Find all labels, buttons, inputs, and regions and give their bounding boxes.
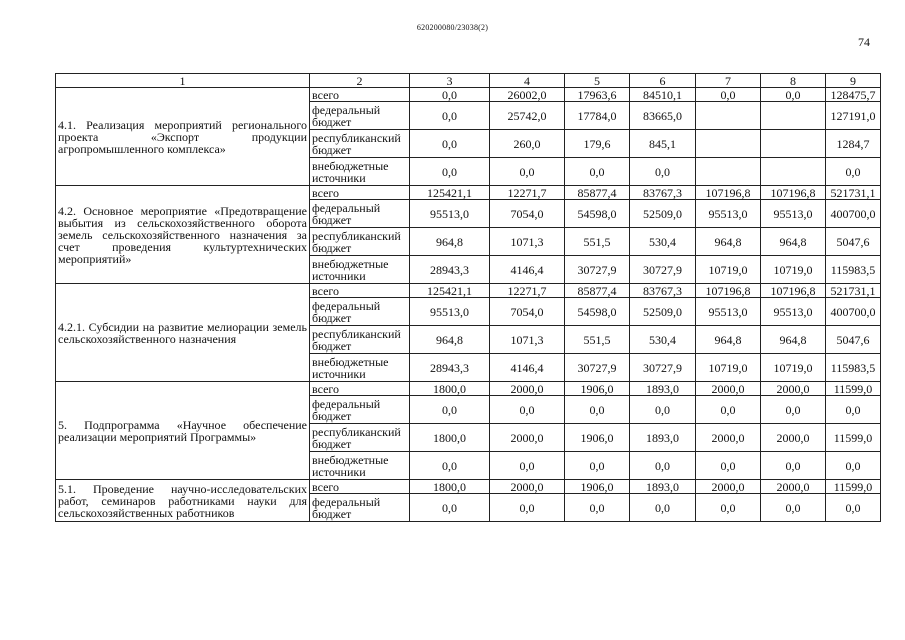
amount-cell: 54598,0: [565, 200, 630, 228]
amount-cell: 2000,0: [696, 480, 761, 494]
amount-cell: 84510,1: [630, 88, 696, 102]
amount-cell: 83767,3: [630, 186, 696, 200]
amount-cell: 0,0: [696, 396, 761, 424]
amount-cell: 1071,3: [490, 228, 565, 256]
amount-cell: 11599,0: [826, 480, 881, 494]
amount-cell: 0,0: [630, 494, 696, 522]
amount-cell: 0,0: [410, 494, 490, 522]
amount-cell: 125421,1: [410, 186, 490, 200]
amount-cell: 17963,6: [565, 88, 630, 102]
funding-source: всего: [310, 88, 410, 102]
amount-cell: 0,0: [826, 452, 881, 480]
amount-cell: 17784,0: [565, 102, 630, 130]
amount-cell: 0,0: [761, 88, 826, 102]
amount-cell: 0,0: [630, 158, 696, 186]
amount-cell: 0,0: [490, 494, 565, 522]
funding-source: внебюджетные источники: [310, 158, 410, 186]
amount-cell: [696, 158, 761, 186]
amount-cell: 0,0: [696, 88, 761, 102]
amount-cell: 4146,4: [490, 354, 565, 382]
amount-cell: 115983,5: [826, 354, 881, 382]
amount-cell: 107196,8: [761, 186, 826, 200]
amount-cell: 0,0: [410, 88, 490, 102]
funding-source: республиканский бюджет: [310, 326, 410, 354]
amount-cell: 0,0: [761, 494, 826, 522]
table-row: [56, 382, 881, 396]
funding-source: республиканский бюджет: [310, 424, 410, 452]
funding-source: всего: [310, 284, 410, 298]
table-row: [56, 186, 881, 200]
amount-cell: 4146,4: [490, 256, 565, 284]
activity-label: 4.2. Основное мероприятие «Предотвращение выбытия из сельскохозяйственного оборота земель сельскохозяйственного назначения за счет проведения культуртехнических мероприятий»: [56, 186, 310, 284]
amount-cell: 25742,0: [490, 102, 565, 130]
amount-cell: 0,0: [565, 452, 630, 480]
amount-cell: 2000,0: [696, 424, 761, 452]
amount-cell: 54598,0: [565, 298, 630, 326]
amount-cell: 28943,3: [410, 256, 490, 284]
amount-cell: 400700,0: [826, 200, 881, 228]
column-header: 7: [696, 74, 761, 88]
amount-cell: 128475,7: [826, 88, 881, 102]
amount-cell: 5047,6: [826, 326, 881, 354]
amount-cell: 964,8: [761, 326, 826, 354]
amount-cell: 2000,0: [761, 424, 826, 452]
amount-cell: 7054,0: [490, 298, 565, 326]
amount-cell: 0,0: [490, 396, 565, 424]
amount-cell: 85877,4: [565, 284, 630, 298]
amount-cell: 95513,0: [696, 298, 761, 326]
amount-cell: 107196,8: [761, 284, 826, 298]
amount-cell: 2000,0: [696, 382, 761, 396]
table-row: [56, 284, 881, 298]
amount-cell: 95513,0: [761, 200, 826, 228]
amount-cell: 964,8: [410, 326, 490, 354]
amount-cell: 0,0: [410, 158, 490, 186]
amount-cell: 179,6: [565, 130, 630, 158]
amount-cell: [696, 130, 761, 158]
amount-cell: 0,0: [696, 452, 761, 480]
amount-cell: 0,0: [761, 452, 826, 480]
amount-cell: 2000,0: [490, 424, 565, 452]
amount-cell: 1893,0: [630, 424, 696, 452]
amount-cell: 530,4: [630, 326, 696, 354]
funding-source: внебюджетные источники: [310, 452, 410, 480]
amount-cell: 5047,6: [826, 228, 881, 256]
amount-cell: 551,5: [565, 326, 630, 354]
column-header: 2: [310, 74, 410, 88]
amount-cell: 964,8: [410, 228, 490, 256]
funding-source: внебюджетные источники: [310, 256, 410, 284]
funding-source: республиканский бюджет: [310, 130, 410, 158]
amount-cell: 1800,0: [410, 424, 490, 452]
amount-cell: 0,0: [565, 396, 630, 424]
amount-cell: 0,0: [410, 102, 490, 130]
amount-cell: 0,0: [826, 396, 881, 424]
activity-label: 5. Подпрограмма «Научное обеспечение реализации мероприятий Программы»: [56, 382, 310, 480]
amount-cell: 95513,0: [410, 298, 490, 326]
amount-cell: 260,0: [490, 130, 565, 158]
amount-cell: 1800,0: [410, 480, 490, 494]
amount-cell: 11599,0: [826, 382, 881, 396]
amount-cell: 0,0: [410, 130, 490, 158]
funding-source: федеральный бюджет: [310, 494, 410, 522]
amount-cell: 7054,0: [490, 200, 565, 228]
column-header: 5: [565, 74, 630, 88]
activity-label: 4.2.1. Субсидии на развитие мелиорации земель сельскохозяйственного назначения: [56, 284, 310, 382]
amount-cell: 551,5: [565, 228, 630, 256]
amount-cell: [761, 130, 826, 158]
amount-cell: 845,1: [630, 130, 696, 158]
amount-cell: 10719,0: [696, 354, 761, 382]
amount-cell: 52509,0: [630, 298, 696, 326]
amount-cell: 2000,0: [761, 382, 826, 396]
amount-cell: 10719,0: [696, 256, 761, 284]
amount-cell: 964,8: [761, 228, 826, 256]
amount-cell: 2000,0: [490, 480, 565, 494]
amount-cell: 26002,0: [490, 88, 565, 102]
amount-cell: 0,0: [761, 396, 826, 424]
amount-cell: 52509,0: [630, 200, 696, 228]
funding-source: федеральный бюджет: [310, 200, 410, 228]
amount-cell: 2000,0: [490, 382, 565, 396]
amount-cell: 1284,7: [826, 130, 881, 158]
amount-cell: 107196,8: [696, 284, 761, 298]
amount-cell: 85877,4: [565, 186, 630, 200]
page-number: 74: [858, 35, 870, 49]
funding-source: федеральный бюджет: [310, 298, 410, 326]
table-row: [56, 88, 881, 102]
amount-cell: 12271,7: [490, 284, 565, 298]
column-header: 8: [761, 74, 826, 88]
funding-source: всего: [310, 382, 410, 396]
amount-cell: 1893,0: [630, 480, 696, 494]
amount-cell: 1906,0: [565, 424, 630, 452]
funding-source: федеральный бюджет: [310, 396, 410, 424]
amount-cell: 30727,9: [565, 354, 630, 382]
budget-table: [55, 73, 881, 522]
amount-cell: 12271,7: [490, 186, 565, 200]
amount-cell: 30727,9: [630, 256, 696, 284]
amount-cell: 0,0: [630, 452, 696, 480]
amount-cell: 83665,0: [630, 102, 696, 130]
activity-label: 4.1. Реализация мероприятий регионального проекта «Экспорт продукции агропромышленного комплекса»: [56, 88, 310, 186]
amount-cell: 83767,3: [630, 284, 696, 298]
amount-cell: 107196,8: [696, 186, 761, 200]
table-row: [56, 480, 881, 494]
amount-cell: 0,0: [630, 396, 696, 424]
amount-cell: 0,0: [410, 452, 490, 480]
column-header: 3: [410, 74, 490, 88]
amount-cell: 400700,0: [826, 298, 881, 326]
table-header-row: [56, 74, 881, 88]
amount-cell: 30727,9: [630, 354, 696, 382]
funding-source: федеральный бюджет: [310, 102, 410, 130]
amount-cell: 964,8: [696, 228, 761, 256]
funding-source: всего: [310, 480, 410, 494]
amount-cell: 1071,3: [490, 326, 565, 354]
amount-cell: 530,4: [630, 228, 696, 256]
amount-cell: 0,0: [826, 158, 881, 186]
amount-cell: 125421,1: [410, 284, 490, 298]
amount-cell: 10719,0: [761, 256, 826, 284]
funding-source: внебюджетные источники: [310, 354, 410, 382]
funding-source: республиканский бюджет: [310, 228, 410, 256]
column-header: 6: [630, 74, 696, 88]
amount-cell: 95513,0: [761, 298, 826, 326]
amount-cell: 0,0: [565, 158, 630, 186]
column-header: 9: [826, 74, 881, 88]
amount-cell: 2000,0: [761, 480, 826, 494]
amount-cell: 1893,0: [630, 382, 696, 396]
amount-cell: 1906,0: [565, 382, 630, 396]
amount-cell: 1800,0: [410, 382, 490, 396]
amount-cell: 0,0: [826, 494, 881, 522]
funding-source: всего: [310, 186, 410, 200]
document-id: 620200080/23038(2): [416, 23, 489, 32]
amount-cell: [761, 102, 826, 130]
amount-cell: 95513,0: [410, 200, 490, 228]
amount-cell: 30727,9: [565, 256, 630, 284]
amount-cell: 11599,0: [826, 424, 881, 452]
amount-cell: 0,0: [410, 396, 490, 424]
amount-cell: 10719,0: [761, 354, 826, 382]
activity-label: 5.1. Проведение научно-исследовательских работ, семинаров работниками науки для сельскохозяйственных работников: [56, 480, 310, 522]
amount-cell: [696, 102, 761, 130]
amount-cell: 1906,0: [565, 480, 630, 494]
amount-cell: 0,0: [490, 158, 565, 186]
amount-cell: 0,0: [490, 452, 565, 480]
amount-cell: 964,8: [696, 326, 761, 354]
amount-cell: [761, 158, 826, 186]
amount-cell: 0,0: [565, 494, 630, 522]
amount-cell: 0,0: [696, 494, 761, 522]
column-header: 4: [490, 74, 565, 88]
amount-cell: 95513,0: [696, 200, 761, 228]
column-header: 1: [56, 74, 310, 88]
amount-cell: 28943,3: [410, 354, 490, 382]
amount-cell: 115983,5: [826, 256, 881, 284]
amount-cell: 521731,1: [826, 186, 881, 200]
amount-cell: 521731,1: [826, 284, 881, 298]
amount-cell: 127191,0: [826, 102, 881, 130]
